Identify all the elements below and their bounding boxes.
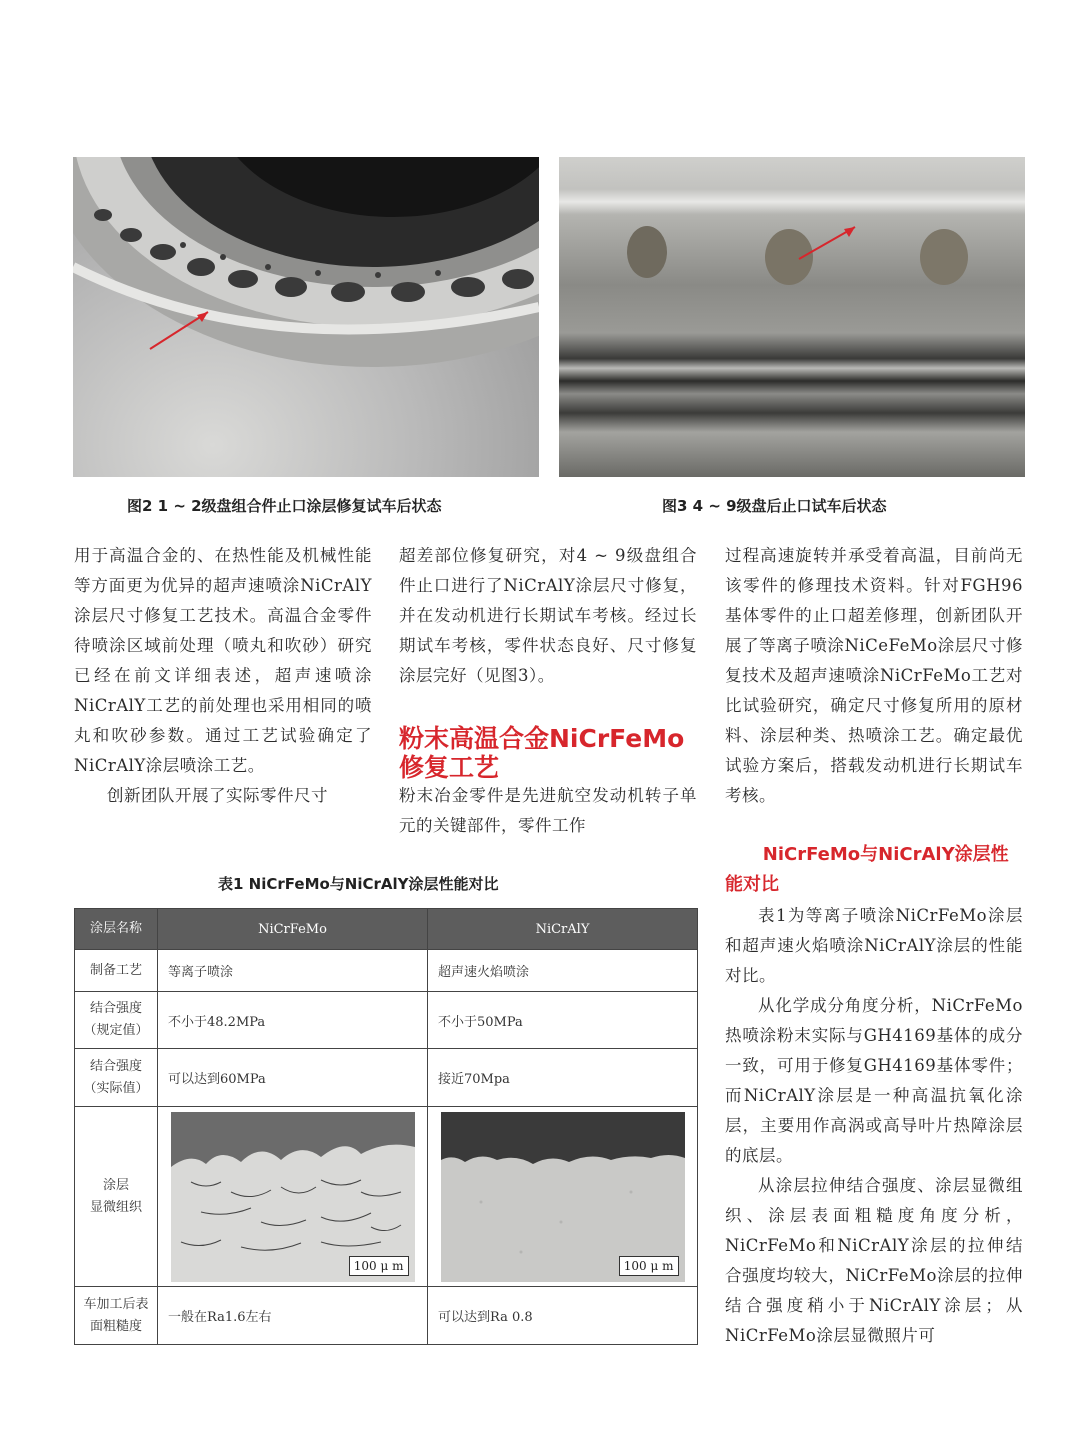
table-cell: 可以达到60MPa bbox=[158, 1049, 428, 1107]
table-cell: 超声速火焰喷涂 bbox=[428, 950, 698, 992]
row-label bbox=[75, 1107, 158, 1287]
table-row bbox=[75, 1107, 698, 1287]
table-cell bbox=[158, 1107, 428, 1287]
table-cell bbox=[428, 1107, 698, 1287]
column-3 bbox=[725, 541, 1023, 811]
figure-2-photo bbox=[73, 157, 539, 477]
micro-label-line-1: 涂层 bbox=[102, 1177, 129, 1193]
figure-3-illustration bbox=[559, 157, 1025, 477]
col1-paragraph-1: 用于高温合金的、在热性能及机械性能等方面更为优异的超声速喷涂NiCrAlY涂层尺寸修复工艺技术。高温合金零件待喷涂区域前处理（喷丸和吹砂）研究已经在前文详细表述，超声速喷涂NiCrAlY工艺的前处理也采用相同的喷丸和吹砂参数。通过工艺试验确定了NiCrAlY涂层喷涂工艺。 bbox=[74, 546, 372, 775]
micro-label-line-2: 显微组织 bbox=[89, 1199, 142, 1215]
table-header-row bbox=[75, 909, 698, 950]
header-cell: NiCrFeMo bbox=[158, 909, 428, 950]
col3-paragraph-3: 从化学成分角度分析，NiCrFeMo热喷涂粉末实际与GH4169基体的成分一致，可用于修复GH4169基体零件；而NiCrAlY涂层是一种高温抗氧化涂层，主要用作高涡或高导叶片热障涂层的底层。 bbox=[725, 996, 1023, 1165]
figure-3-photo bbox=[559, 157, 1025, 477]
row-label: 车加工后表面粗糙度 bbox=[75, 1287, 158, 1345]
table-cell: 等离子喷涂 bbox=[158, 950, 428, 992]
figure-3-caption: 图3 4 ~ 9级盘后止口试车后状态 bbox=[662, 497, 887, 515]
table-cell: 不小于48.2MPa bbox=[158, 992, 428, 1049]
section-heading-powder-alloy: 粉末高温合金NiCrFeMo修复工艺 bbox=[399, 724, 685, 782]
column-2 bbox=[399, 541, 697, 691]
nicraly-micrograph bbox=[441, 1112, 685, 1282]
col3-paragraph-4: 从涂层拉伸结合强度、涂层显微组织、涂层表面粗糙度角度分析，NiCrFeMo和NiCrAlY涂层的拉伸结合强度均较大，NiCrFeMo涂层的拉伸结合强度稍小于NiCrAlY涂层；从NiCrFeMo涂层显微照片可 bbox=[725, 1176, 1023, 1345]
table-cell: 接近70Mpa bbox=[428, 1049, 698, 1107]
scale-bar: 100 μ m bbox=[619, 1256, 679, 1276]
column-2-continued bbox=[399, 781, 697, 841]
column-3-continued bbox=[725, 901, 1023, 1351]
col2-paragraph-2: 粉末冶金零件是先进航空发动机转子单元的关键部件，零件工作 bbox=[399, 786, 697, 835]
col3-paragraph-1: 过程高速旋转并承受着高温，目前尚无该零件的修理技术资料。针对FGH96基体零件的止口超差修理，创新团队开展了等离子喷涂NiCeFeMo涂层尺寸修复技术及超声速喷涂NiCrFeMo工艺对比试验研究，确定尺寸修复所用的原材料、涂层种类、热喷涂工艺。确定最优试验方案后，搭载发动机进行长期试车考核。 bbox=[725, 546, 1023, 805]
table-row bbox=[75, 1049, 698, 1107]
scale-bar: 100 μ m bbox=[349, 1256, 409, 1276]
header-cell: NiCrAlY bbox=[428, 909, 698, 950]
table-cell: 一般在Ra1.6左右 bbox=[158, 1287, 428, 1345]
table-cell: 不小于50MPa bbox=[428, 992, 698, 1049]
comparison-table bbox=[74, 908, 698, 1345]
figure-2-illustration bbox=[73, 157, 539, 477]
col1-paragraph-2: 创新团队开展了实际零件尺寸 bbox=[107, 786, 328, 805]
nicrfemo-micrograph bbox=[171, 1112, 415, 1282]
section-heading-coating-comparison: NiCrFeMo与NiCrAlY涂层性能对比 bbox=[725, 844, 1009, 895]
figure-2-caption: 图2 1 ~ 2级盘组合件止口涂层修复试车后状态 bbox=[127, 497, 442, 515]
table-caption: 表1 NiCrFeMo与NiCrAlY涂层性能对比 bbox=[218, 875, 499, 893]
row-label: 结合强度（规定值） bbox=[75, 992, 158, 1049]
row-label: 结合强度（实际值） bbox=[75, 1049, 158, 1107]
header-cell: 涂层名称 bbox=[75, 909, 158, 950]
col2-paragraph-1: 超差部位修复研究，对4 ~ 9级盘组合件止口进行了NiCrAlY涂层尺寸修复，并在发动机进行长期试车考核。经过长期试车考核，零件状态良好、尺寸修复涂层完好（见图3）。 bbox=[399, 546, 697, 685]
table-row bbox=[75, 992, 698, 1049]
table-cell: 可以达到Ra 0.8 bbox=[428, 1287, 698, 1345]
col3-paragraph-2: 表1为等离子喷涂NiCrFeMo涂层和超声速火焰喷涂NiCrAlY涂层的性能对比。 bbox=[725, 906, 1023, 985]
row-label: 制备工艺 bbox=[75, 950, 158, 992]
table-row bbox=[75, 950, 698, 992]
column-1 bbox=[74, 541, 372, 811]
table-row bbox=[75, 1287, 698, 1345]
